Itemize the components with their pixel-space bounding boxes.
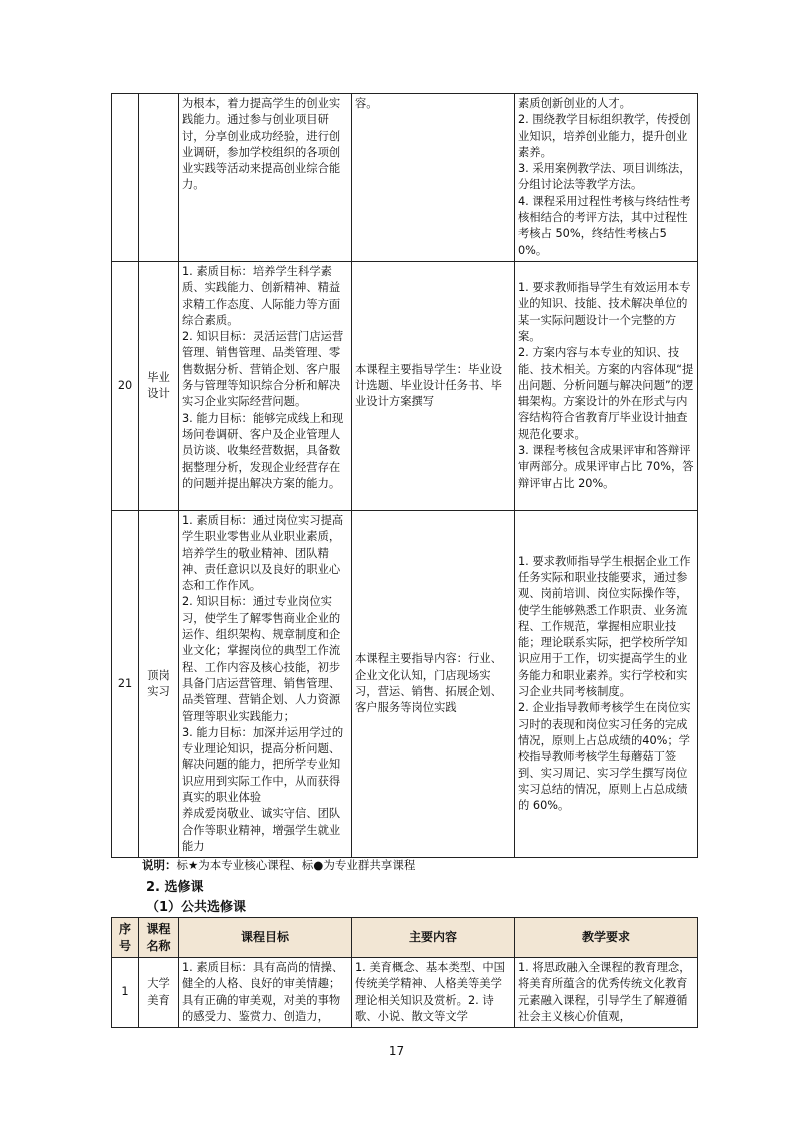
table-row bbox=[112, 261, 698, 510]
subsection-heading: （1）公共选修课 bbox=[146, 900, 247, 915]
teaching-requirements: 1. 要求教师指导学生根据企业工作任务实际和职业技能要求，通过参观、岗前培训、岗位实际操作等，使学生能够熟悉工作职责、业务流程、工作规范，掌握相应职业技能；理论联系实际，把学校所学知识应用于工作，切实提高学生的业务能力和职业素养。实行学校和实习企业共同考核制度。 2. 企业指导教师考核学生在岗位实习时的表现和岗位实习任务的完成情况，原则上占总成绩的40%；学校指导教师考核学生每蘑菇丁签到、实习周记、实习学生撰写岗位实习总结的情况，原则上占总成绩的 60%。 bbox=[515, 510, 698, 857]
row-number: 20 bbox=[112, 261, 139, 510]
table-note bbox=[142, 857, 415, 873]
header-name: 课程名称 bbox=[139, 918, 179, 958]
page-number: 17 bbox=[388, 1044, 405, 1058]
row-number bbox=[112, 94, 139, 262]
course-goals: 为根本，着力提高学生的创业实践能力。通过参与创业项目研讨，分享创业成功经验，进行创业调研，参加学校组织的各项创业实践等活动来提高创业综合能力。 bbox=[179, 94, 352, 262]
course-content: 本课程主要指导学生：毕业设计选题、毕业设计任务书、毕业设计方案撰写 bbox=[352, 261, 515, 510]
course-table-required bbox=[111, 93, 698, 858]
course-content: 容。 bbox=[352, 94, 515, 262]
course-goals: 1. 素质目标：具有高尚的情操、健全的人格、良好的审美情趣；具有正确的审美观，对美的事物的感受力、鉴赏力、创造力， bbox=[179, 958, 352, 1028]
course-goals: 1. 素质目标：培养学生科学素质、实践能力、创新精神、精益求精工作态度、人际能力等方面综合素质。 2. 知识目标：灵活运营门店运营管理、销售管理、品类管理、零售数据分析、营销企划、客户服务与管理等知识综合分析和解决实习企业实际经营问题。 3. 能力目标：能够完成线上和现场问卷调研、客户及企业管理人员访谈、收集经营数据，具备数据整理分析，发现企业经营存在的问题并提出解决方案的能力。 bbox=[179, 261, 352, 510]
section-heading: 2. 选修课 bbox=[146, 880, 204, 895]
teaching-requirements: 1. 要求教师指导学生有效运用本专业的知识、技能、技术解决单位的某一实际问题设计一个完整的方案。 2. 方案内容与本专业的知识、技能、技术相关。方案的内容体现“提出问题、分析问题与解决问题”的逻辑架构。方案设计的外在形式与内容结构符合省教育厅毕业设计抽查规范化要求。 3. 课程考核包含成果评审和答辩评审两部分。成果评审占比 70%，答辩评审占比 20%。 bbox=[515, 261, 698, 510]
note-text: 标★为本专业核心课程、标●为专业群共享课程 bbox=[176, 858, 416, 872]
row-number: 21 bbox=[112, 510, 139, 857]
table-header-row bbox=[112, 918, 698, 958]
course-name bbox=[139, 94, 179, 262]
header-no: 序号 bbox=[112, 918, 139, 958]
teaching-requirements: 素质创新创业的人才。 2. 围绕教学目标组织教学，传授创业知识，培养创业能力，提升创业素养。 3. 采用案例教学法、项目训练法，分组讨论法等教学方法。 4. 课程采用过程性考核与终结性考核相结合的考评方法，其中过程性考核占 50%，终结性考核占50%。 bbox=[515, 94, 698, 262]
header-content: 主要内容 bbox=[352, 918, 515, 958]
course-name: 顶岗实习 bbox=[139, 510, 179, 857]
course-table-elective bbox=[111, 917, 698, 1028]
table-row bbox=[112, 94, 698, 262]
table-row bbox=[112, 958, 698, 1028]
teaching-requirements: 1. 将思政融入全课程的教育理念，将美育所蕴含的优秀传统文化教育元素融入课程，引导学生了解遵循社会主义核心价值观， bbox=[515, 958, 698, 1028]
course-name: 大学美育 bbox=[139, 958, 179, 1028]
course-name: 毕业设计 bbox=[139, 261, 179, 510]
course-content: 本课程主要指导内容：行业、企业文化认知，门店现场实习，营运、销售、拓展企划、客户服务等岗位实践 bbox=[352, 510, 515, 857]
header-requirements: 教学要求 bbox=[515, 918, 698, 958]
row-number: 1 bbox=[112, 958, 139, 1028]
note-prefix: 说明： bbox=[142, 858, 177, 872]
course-goals: 1. 素质目标：通过岗位实习提高学生职业零售业从业职业素质，培养学生的敬业精神、团队精神、责任意识以及良好的职业心态和工作作风。 2. 知识目标：通过专业岗位实习，使学生了解零售商业企业的运作、组织架构、规章制度和企业文化；掌握岗位的典型工作流程、工作内容及核心技能，初步具备门店运营管理、销售管理、品类管理、营销企划、人力资源管理等职业实践能力； 3. 能力目标：加深并运用学过的专业理论知识，提高分析问题、解决问题的能力，把所学专业知识应用到实际工作中，从而获得真实的职业体验 养成爱岗敬业、诚实守信、团队合作等职业精神，增强学生就业能力 bbox=[179, 510, 352, 857]
table-row bbox=[112, 510, 698, 857]
course-content: 1. 美育概念、基本类型、中国传统美学精神、人格美等美学理论相关知识及赏析。2. 诗歌、小说、散文等文学 bbox=[352, 958, 515, 1028]
header-goals: 课程目标 bbox=[179, 918, 352, 958]
